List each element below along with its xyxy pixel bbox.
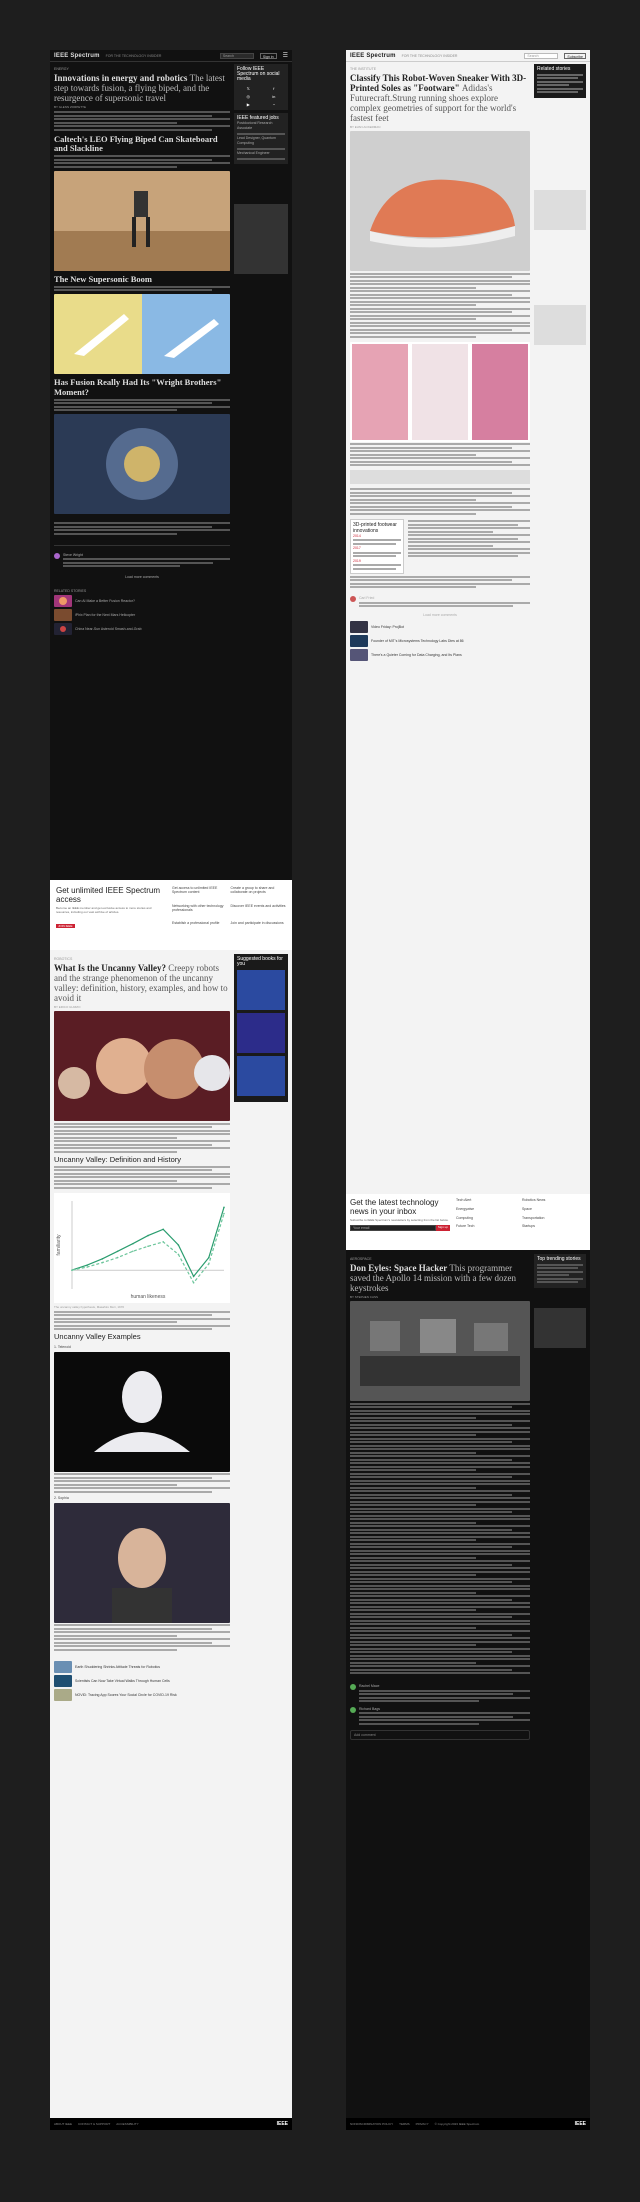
data-point [162,1228,164,1230]
mission-control-image [350,1301,530,1401]
shoe-production-image [350,342,530,442]
page-don-eyles [346,1250,590,2130]
newsletter-option[interactable]: Startups [522,1224,536,1229]
example-label: 1. Telenoid [54,1344,71,1349]
footer-link[interactable]: PRIVACY [415,2122,429,2126]
join-button[interactable]: JOIN IEEE [58,924,73,928]
load-more-button[interactable]: Load more comments [423,612,457,617]
list-item[interactable] [54,1675,230,1687]
page-uncanny-valley [50,950,292,2130]
dek: Creepy robots and the strange phenomenon of the uncanny valley: definition, history, examples, and how to avoid it [54,963,228,1003]
data-point [132,1242,134,1244]
facebook-icon[interactable]: f [273,86,275,91]
perk-item: Networking with other technology professionals [172,903,224,912]
list-item[interactable] [350,649,530,661]
related-link[interactable]: Earth Shuddering Shrinks Attitude Threats for Robotics [75,1664,160,1669]
uncanny-valley-chart [54,1193,230,1303]
related-label: RELATED STORIES [54,588,87,593]
related-link[interactable]: Can AI Make a Better Fusion Reactor? [75,598,135,603]
site-footer [50,2118,292,2130]
signin-button[interactable]: Sign in [260,53,277,59]
newsletter-option[interactable]: Future Tech [456,1224,475,1229]
telenoid-image [54,1352,230,1472]
perk-item: Establish a professional profile [172,921,220,926]
byline: BY STEPHEN CASS [350,1295,378,1299]
data-point [71,1269,73,1271]
dek: This programmer saved the Apollo 14 mission with a few dozen keystrokes [350,1263,516,1293]
ieee-logo[interactable]: IEEE [574,2121,586,2127]
ad-slot[interactable] [534,1308,586,1348]
thumbnail-image [54,623,72,635]
page-title [350,1263,530,1293]
related-link[interactable]: Founder of MIT's Microsystems Technology Labs Dies at 86 [371,638,464,643]
instagram-icon[interactable]: ◎ [246,94,250,99]
comment [350,1707,530,1727]
related-sidebar [534,64,586,98]
article-title[interactable]: Caltech's LEO Flying Biped Can Skateboard and Slackline [54,133,218,153]
newsletter-option[interactable]: Transportation [522,1215,545,1220]
avatar [350,596,356,602]
youtube-icon[interactable]: ▶ [246,102,250,107]
supersonic-jet-image [54,294,230,374]
sidebar-heading: Suggested books for you [237,956,283,967]
data-point [86,1266,88,1268]
list-item[interactable] [54,623,230,635]
related-link[interactable]: NOVID: Tracing App Scores Your Social Circle for COVID-19 Risk [75,1692,177,1697]
site-logo[interactable]: IEEE Spectrum [54,52,100,59]
related-link[interactable]: There's a Quieter Coming for Data Charging, and Its Plans [371,652,462,657]
thumbnail-image [54,1689,72,1701]
section-heading: Uncanny Valley: Definition and History [54,1154,182,1164]
thumbnail-image [350,649,368,661]
list-item[interactable] [54,595,230,607]
thumbnail-image [350,635,368,647]
book-cover[interactable] [237,970,285,1010]
newsletter-option[interactable]: Robotics News [522,1198,546,1202]
sophia-robot-image [54,1503,230,1623]
ieee-logo[interactable]: IEEE [276,2121,288,2127]
data-point [223,1212,225,1214]
fusion-reactor-image [54,414,230,514]
footer-link[interactable]: TERMS [399,2122,410,2126]
avatar [54,553,60,559]
linkedin-icon[interactable]: in [272,94,276,99]
footer-link[interactable]: ACCESSIBILITY [116,2122,139,2126]
rss-icon[interactable]: ◔ [272,102,275,107]
thumbnail-image [54,609,72,621]
newsletter-option[interactable]: Computing [456,1215,473,1220]
sneaker-image [350,131,530,271]
ad-slot[interactable] [534,305,586,345]
thumbnail-image [54,1661,72,1673]
comment-author[interactable]: Carl Fried [359,596,375,600]
search-input[interactable]: Search [220,53,254,59]
data-point [102,1261,104,1263]
page-energy-robotics [50,50,292,922]
site-header [346,50,590,62]
newsletter-signup [346,1194,590,1250]
book-cover[interactable] [237,1056,285,1096]
trending-sidebar [534,1254,586,1348]
data-point [208,1263,210,1265]
menu-icon[interactable]: ☰ [282,53,288,59]
promo-title: Get unlimited IEEE Spectrum access [56,886,161,904]
data-point [162,1241,164,1243]
jobs-card [234,113,288,164]
avatar [350,1684,356,1690]
data-point [223,1206,225,1208]
thumbnail-image [54,1675,72,1687]
ad-slot[interactable] [534,190,586,230]
data-point [208,1256,210,1258]
chart-caption: The uncanny valley hypothesis, Masahiro Mori, 1970 [54,1304,125,1309]
aside-heading: 3D-printed footwear innovations [353,521,397,534]
copyright: © Copyright 2023 IEEE Spectrum [434,2122,480,2126]
data-point [178,1244,180,1246]
related-link[interactable]: iPhix Plan for the Next Mars Helicopter [75,612,136,617]
data-point [86,1264,88,1266]
data-point [147,1234,149,1236]
data-point [147,1245,149,1247]
avatar [350,1707,356,1713]
headline: What Is the Uncanny Valley? [54,963,167,973]
signup-button[interactable]: Sign up [437,1225,448,1229]
page-sneaker [346,50,590,1194]
site-footer [346,2118,590,2130]
page-title [54,73,230,103]
data-point [193,1281,195,1283]
page-title [350,73,530,123]
section-label[interactable]: AEROSPACE [350,1257,372,1261]
example-label: 2. Sophia [54,1495,69,1500]
data-point [132,1250,134,1252]
right-sidebar [234,64,288,274]
byline: BY ERICO GUIZZO [54,1005,81,1009]
year-label: 2019 [353,558,361,563]
related-link[interactable]: China Near-Sun Asteroid Smash-and-Grab [75,626,142,631]
promo-body: Become an IEEE member and get exclusive access to more stories and resources, including our vast archive of articles. [56,906,152,914]
site-tagline: FOR THE TECHNOLOGY INSIDER [401,53,458,58]
site-logo[interactable]: IEEE Spectrum [350,52,396,59]
book-cover[interactable] [237,1013,285,1053]
jobs-heading: IEEE featured jobs [237,115,279,121]
newsletter-title: Get the latest technology news in your inbox [350,1198,439,1216]
comment-input[interactable]: Add comment [350,1730,530,1740]
headline: Don Eyles: Space Hacker [350,1263,448,1273]
section-label[interactable]: ROBOTICS [54,957,73,961]
article-title[interactable]: The New Supersonic Boom [54,273,152,284]
footer-link[interactable]: NONDISCRIMINATION POLICY [350,2122,394,2126]
subscribe-button[interactable]: Subscribe [564,53,586,59]
site-tagline: FOR THE TECHNOLOGY INSIDER [105,53,162,58]
biped-robot-image [54,171,230,271]
data-point [102,1258,104,1260]
perk-item: Create a group to share and collaborate on projects [230,886,275,894]
perk-item: Join and participate in discussions [230,921,284,926]
list-item[interactable] [350,635,530,647]
thumbnail-image [54,595,72,607]
comment [350,1684,530,1704]
list-item[interactable] [350,621,530,633]
data-point [117,1250,119,1252]
job-link[interactable]: Postdoctoral Research Associate [237,121,273,130]
site-header [50,50,292,62]
dek: Adidas's Futurecraft.Strung running shoes explore complex geometries of support for the world's fastest feet [350,83,517,123]
x-axis-label: human likeness [130,1293,166,1300]
sidebar-heading: Top trending stories [537,1256,581,1262]
headline: Innovations in energy and robotics [54,73,188,83]
newsletter-body: Subscribe to IEEE Spectrum's newsletters by selecting from the list below. [350,1218,449,1222]
byline: BY GLENN ZORPETTE [54,105,86,109]
thumbnail-image [350,621,368,633]
search-input[interactable]: Search [524,53,558,59]
comment-author[interactable]: Rachel Mace [359,1684,380,1688]
dek: The latest step towards fusion, a flying biped, and the resurgence of supersonic travel [54,73,225,103]
ad-slot[interactable] [234,204,288,274]
related-link[interactable]: Scientists Can Now Take Virtual Walks Through Human Cells [75,1678,170,1683]
comment [350,596,530,609]
load-more-button[interactable]: Load more comments [125,574,159,579]
twitter-icon[interactable]: 𝕏 [246,86,250,91]
data-point [178,1253,180,1255]
y-axis-label: familiarity [56,1233,62,1256]
series-line [72,1213,224,1282]
year-label: 2014 [353,533,361,538]
email-field[interactable]: Your email [350,1225,436,1231]
job-link[interactable]: Lead Designer, Quantum Computing [237,136,276,145]
perk-item: Get access to unlimited IEEE Spectrum content [172,886,218,894]
year-label: 2017 [353,546,361,550]
article-title[interactable]: Has Fusion Really Had Its "Wright Brothers" Moment? [54,377,222,397]
footer-link[interactable]: ABOUT IEEE [54,2122,72,2126]
series-line [72,1207,224,1276]
data-point [117,1256,119,1258]
byline: BY EVAN ACKERMAN [350,125,381,129]
follow-heading: Follow IEEE Spectrum on social media [237,66,280,82]
list-item[interactable] [54,1689,230,1701]
job-link[interactable]: Mechanical Engineer [237,151,270,155]
headline: Classify This Robot-Woven Sneaker With 3D-Printed Soles as "Footware" [350,73,527,93]
comment-author[interactable]: Richard Bags [359,1706,381,1711]
membership-promo [50,880,292,950]
timeline-aside [350,519,404,575]
section-label[interactable]: ENERGY [54,67,69,71]
section-label[interactable]: THE INSTITUTE [350,67,377,71]
newsletter-option[interactable]: Energywise [456,1206,475,1211]
page-title [54,963,230,1003]
image-caption [54,516,230,520]
newsletter-option[interactable]: Space [522,1206,532,1211]
comment [54,553,230,569]
data-point [193,1275,195,1277]
list-item[interactable] [54,1661,230,1673]
list-item[interactable] [54,609,230,621]
social-card [234,64,288,110]
sidebar-heading: Related stories [537,66,571,72]
perk-item: Discover IEEE events and activities [230,903,286,908]
robot-faces-image [54,1011,230,1121]
comment-author[interactable]: Steve Wright [63,552,83,557]
books-sidebar [234,954,288,1102]
section-heading: Uncanny Valley Examples [54,1332,141,1341]
ad-slot[interactable] [350,470,530,484]
newsletter-option[interactable]: Tech Alert [456,1198,472,1202]
related-link[interactable]: Video Friday: ProjBot [371,624,405,629]
footer-link[interactable]: CONTACT & SUPPORT [77,2122,111,2126]
